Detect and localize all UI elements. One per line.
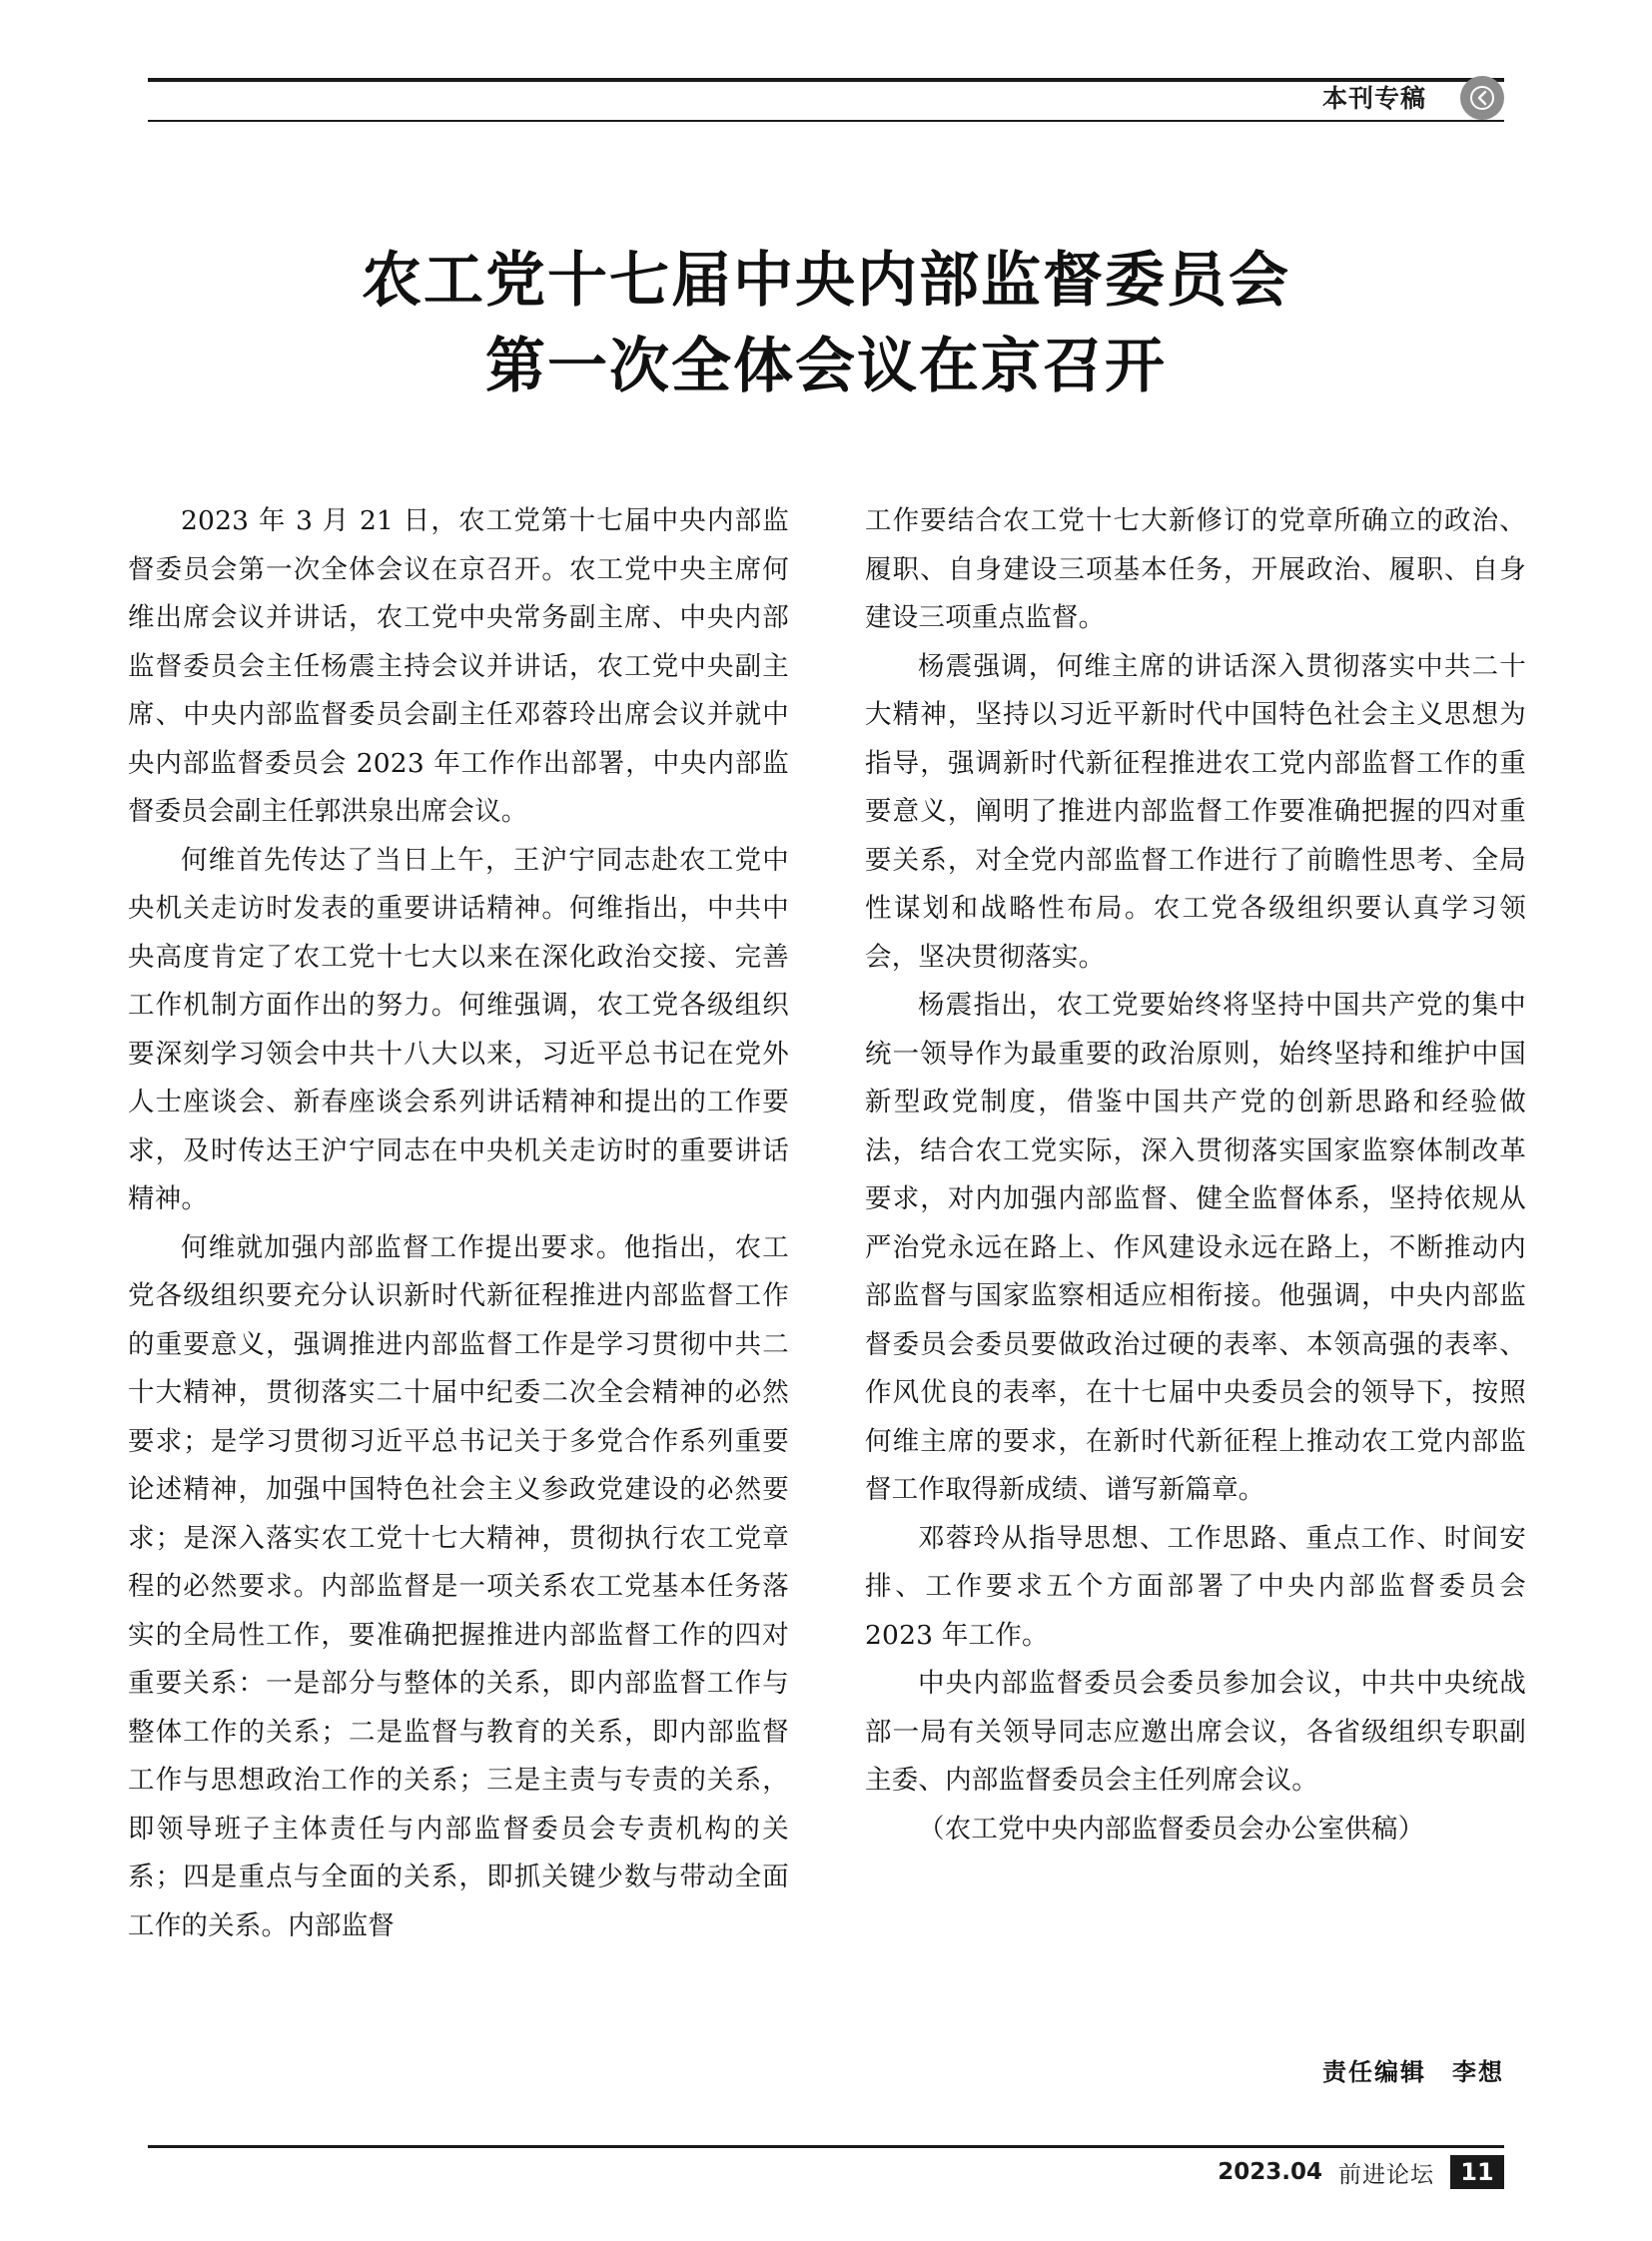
paragraph: 工作要结合农工党十七大新修订的党章所确立的政治、履职、自身建设三项基本任务，开展政治、履职、自身建设三项重点监督。 [865, 505, 1526, 633]
footer-page-number: 11 [1450, 2155, 1504, 2189]
title-line-2: 第一次全体会议在京召开 [485, 332, 1167, 401]
page-footer [148, 2145, 1504, 2187]
paragraph: 中央内部监督委员会委员参加会议，中共中央统战部一局有关领导同志应邀出席会议，各省级组织专职副主委、内部监督委员会主任列席会议。 [865, 1668, 1526, 1796]
source-credit: （农工党中央内部监督委员会办公室供稿） [918, 1813, 1425, 1845]
article-title [148, 238, 1504, 409]
paragraph: 杨震指出，农工党要始终将坚持中国共产党的集中统一领导作为最重要的政治原则，始终坚持和维护中国新型政党制度，借鉴中国共产党的创新思路和经验做法，结合农工党实际，深入贯彻落实国家监察体制改革要求，对内加强内部监督、健全监督体系，坚持依规从严治党永远在路上、作风建设永远在路上，不断推动内部监督与国家监察相适应相衔接。他强调，中央内部监督委员会委员要做政治过硬的表率、本领高强的表率、作风优良的表率，在十七届中央委员会的领导下，按照何维主席的要求，在新时代新征程上推动农工党内部监督工作取得新成绩、谱写新篇章。 [865, 990, 1526, 1505]
title-line-1: 农工党十七届中央内部监督委员会 [362, 246, 1290, 316]
paragraph: 何维首先传达了当日上午，王沪宁同志赴农工党中央机关走访时发表的重要讲话精神。何维指出，中共中央高度肯定了农工党十七大以来在深化政治交接、完善工作机制方面作出的努力。何维强调，农工党各级组织要深刻学习领会中共十八大以来，习近平总书记在党外人士座谈会、新春座谈会系列讲话精神和提出的工作要求，及时传达王沪宁同志在中央机关走访时的重要讲话精神。 [128, 844, 789, 1214]
column-left [128, 497, 789, 2055]
header-rule-bottom [148, 120, 1504, 122]
footer-issue-date: 2023.04 [1218, 2159, 1322, 2185]
footer-meta [1218, 2155, 1504, 2189]
column-right [865, 497, 1526, 2055]
header-rule-top [148, 78, 1504, 82]
footer-journal-name: 前进论坛 [1338, 2161, 1434, 2188]
header-section-label: 本刊专稿 [1321, 84, 1426, 113]
footer-rule [148, 2145, 1504, 2148]
editor-signature: 责任编辑 李想 [1322, 2058, 1504, 2086]
circle-left-arrow-icon [1460, 76, 1504, 120]
paragraph: 邓蓉玲从指导思想、工作思路、重点工作、时间安排、工作要求五个方面部署了中央内部监督委员会 2023 年工作。 [865, 1522, 1526, 1651]
page-header [148, 78, 1504, 122]
paragraph: 何维就加强内部监督工作提出要求。他指出，农工党各级组织要充分认识新时代新征程推进内部监督工作的重要意义，强调推进内部监督工作是学习贯彻中共二十大精神，贯彻落实二十届中纪委二次全会精神的必然要求；是学习贯彻习近平总书记关于多党合作系列重要论述精神，加强中国特色社会主义参政党建设的必然要求；是深入落实农工党十七大精神，贯彻执行农工党章程的必然要求。内部监督是一项关系农工党基本任务落实的全局性工作，要准确把握推进内部监督工作的四对重要关系：一是部分与整体的关系，即内部监督工作与整体工作的关系；二是监督与教育的关系，即内部监督工作与思想政治工作的关系；三是主责与专责的关系，即领导班子主体责任与内部监督委员会专责机构的关系；四是重点与全面的关系，即抓关键少数与带动全面工作的关系。内部监督 [128, 1231, 789, 1941]
paragraph: 杨震强调，何维主席的讲话深入贯彻落实中共二十大精神，坚持以习近平新时代中国特色社会主义思想为指导，强调新时代新征程推进农工党内部监督工作的重要意义，阐明了推进内部监督工作要准确把握的四对重要关系，对全党内部监督工作进行了前瞻性思考、全局性谋划和战略性布局。农工党各级组织要认真学习领会，坚决贯彻落实。 [865, 650, 1526, 973]
article-body [128, 497, 1526, 2055]
paragraph: 2023 年 3 月 21 日，农工党第十七届中央内部监督委员会第一次全体会议在京召开。农工党中央主席何维出席会议并讲话，农工党中央常务副主席、中央内部监督委员会主任杨震主持会议并讲话，农工党中央副主席、中央内部监督委员会副主任邓蓉玲出席会议并就中央内部监督委员会 2023 年工作作出部署，中央内部监督委员会副主任郭洪泉出席会议。 [128, 505, 789, 827]
